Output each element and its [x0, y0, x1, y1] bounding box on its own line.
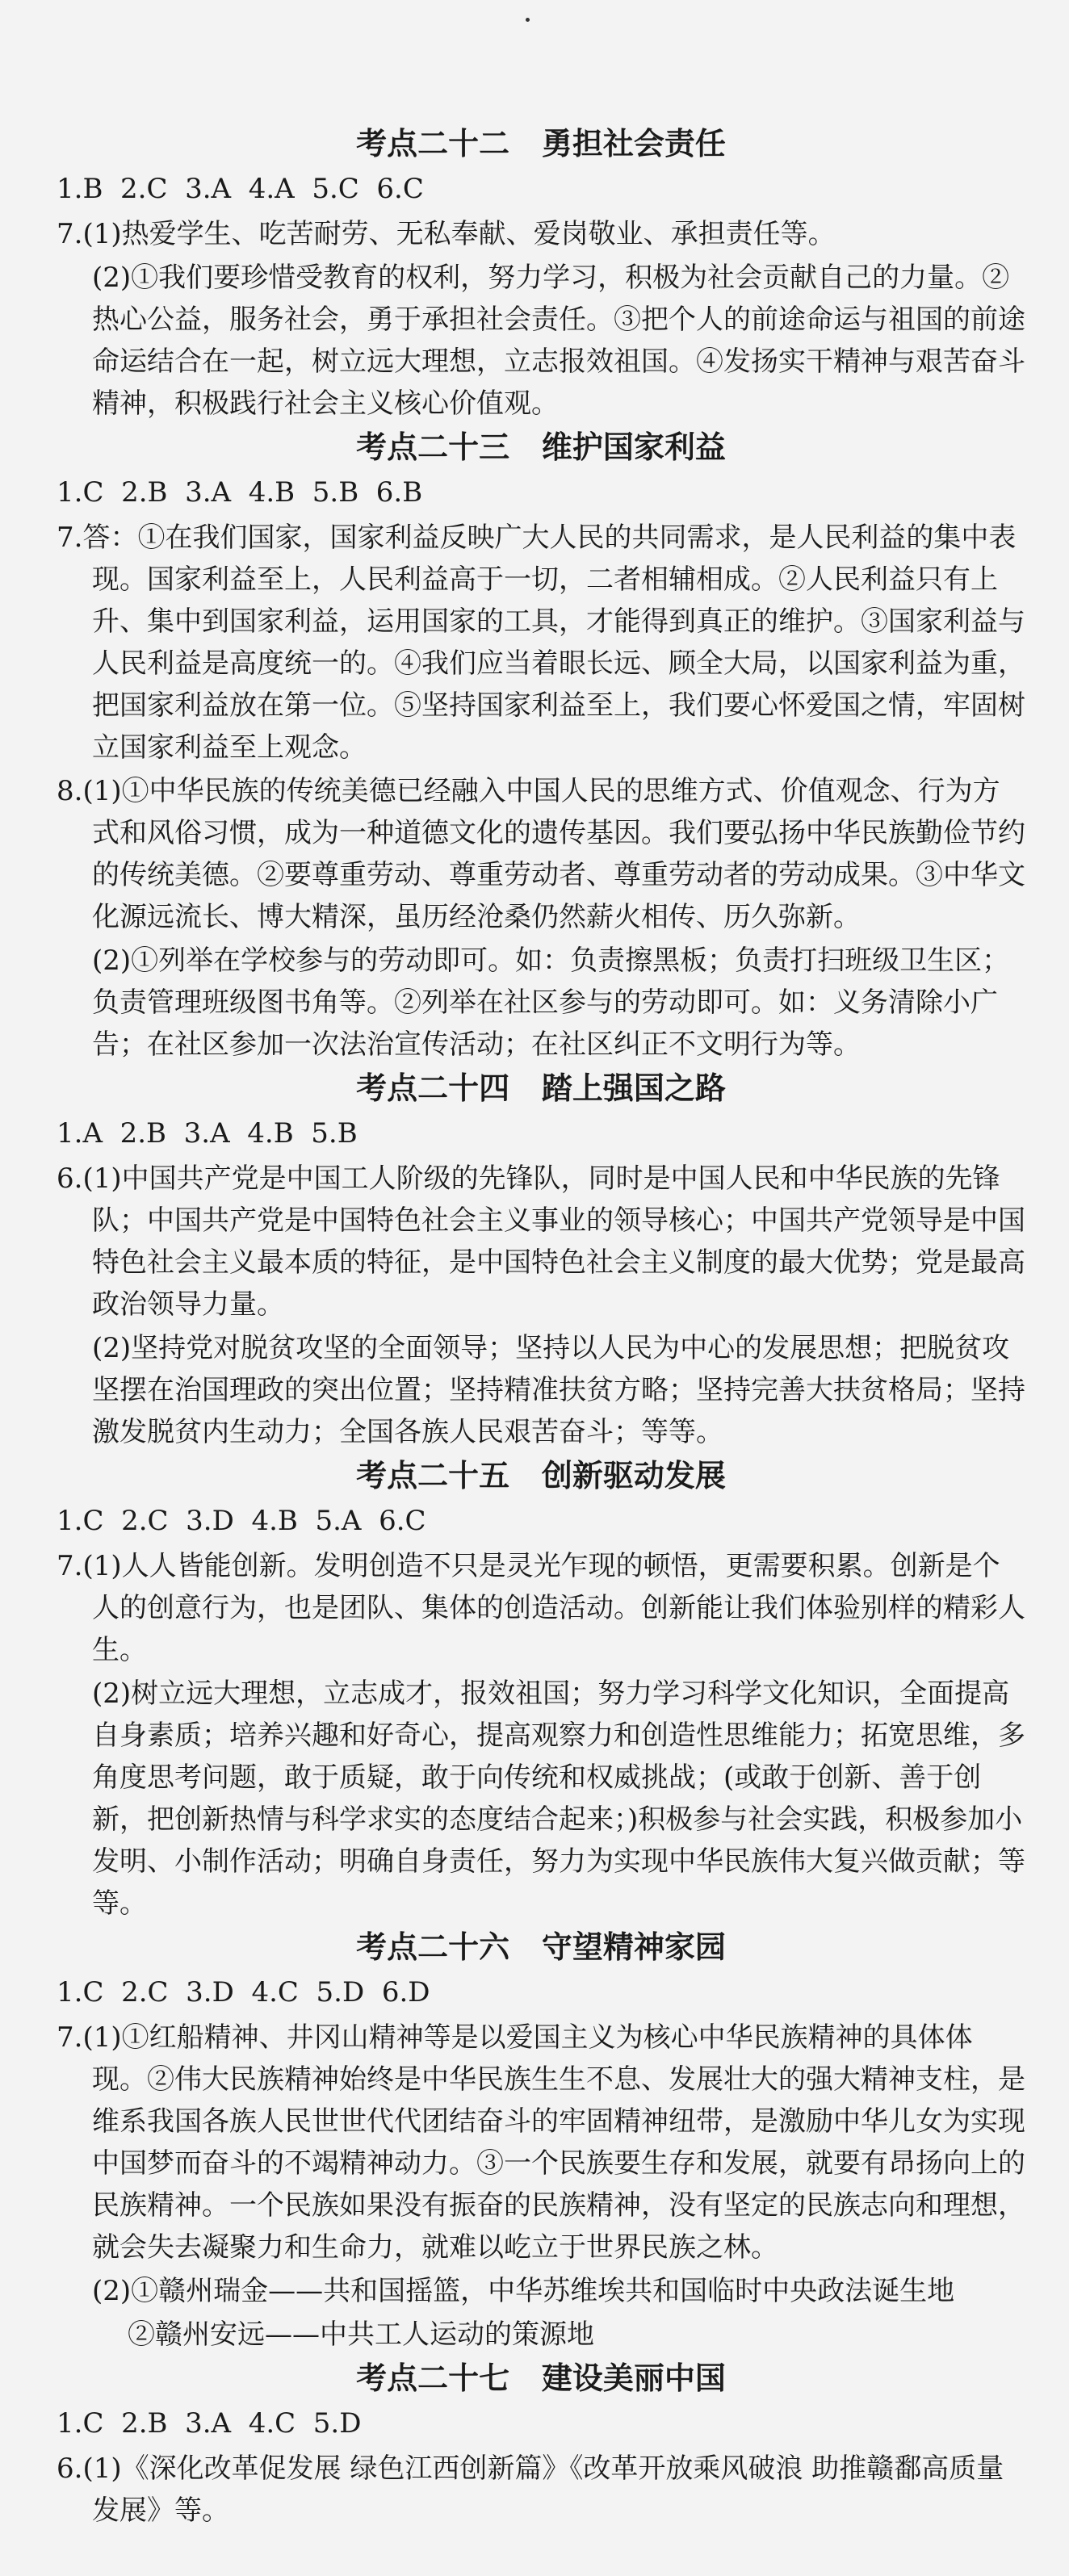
question-7-part-1: 7.(1)①红船精神、井冈山精神等是以爱国主义为核心中华民族精神的具体体现。②伟大民族精神始终是中华民族生生不息、发展壮大的强大精神支柱，是维系我国各族人民世世代代团结奋斗的牢固精神纽带，是激励中华儿女为实现中国梦而奋斗的不竭精神动力。③一个民族要生存和发展，就要有昂扬向上的民族精神。一个民族如果没有振奋的民族精神，没有坚定的民族志向和理想，就会失去凝聚力和生命力，就难以屹立于世界民族之林。: [57, 2021, 1025, 2264]
question-7-part-2: (2)树立远大理想，立志成才，报效祖国；努力学习科学文化知识，全面提高自身素质；培养兴趣和好奇心，提高观察力和创造性思维能力；拓宽思维，多角度思考问题，敢于质疑，敢于向传统和权威挑战；(或敢于创新、善于创新，把创新热情与科学求实的态度结合起来；)积极参与社会实践，积极参加小发明、小制作活动；明确自身责任，努力为实现中华民族伟大复兴做贡献；等等。: [92, 1678, 1025, 1920]
choice-answers: 1.B 2.C 3.A 4.A 5.C 6.C: [57, 173, 424, 205]
section-heading: 考点二十四 踏上强国之路: [356, 1070, 726, 1106]
scan-dot: [526, 18, 530, 22]
section-23: [57, 425, 1025, 1066]
question-7-part-2-item-1: (2)①赣州瑞金——共和国摇篮，中华苏维埃共和国临时中央政法诞生地: [92, 2275, 955, 2307]
section-25: [57, 1453, 1025, 1925]
question-7-part-2: (2)①我们要珍惜受教育的权利，努力学习，积极为社会贡献自己的力量。②热心公益，服务社会，勇于承担社会责任。③把个人的前途命运与祖国的前途命运结合在一起，树立远大理想，立志报效祖国。④发扬实干精神与艰苦奋斗精神，积极践行社会主义核心价值观。: [92, 262, 1025, 420]
section-heading: 考点二十六 守望精神家园: [356, 1929, 726, 1965]
choice-answers: 1.C 2.C 3.D 4.B 5.A 6.C: [57, 1505, 426, 1537]
question-7-part-1: 7.(1)人人皆能创新。发明创造不只是灵光乍现的顿悟，更需要积累。创新是个人的创意行为，也是团队、集体的创造活动。创新能让我们体验别样的精彩人生。: [57, 1550, 1025, 1666]
choice-answers: 1.C 2.C 3.D 4.C 5.D 6.D: [57, 1976, 430, 2008]
section-24: [57, 1066, 1025, 1453]
question-7-part-2-item-2: ②赣州安远——中共工人运动的策源地: [128, 2318, 594, 2351]
section-26: [57, 1925, 1025, 2356]
question-8-part-1: 8.(1)①中华民族的传统美德已经融入中国人民的思维方式、价值观念、行为方式和风俗习惯，成为一种道德文化的遗传基因。我们要弘扬中华民族勤俭节约的传统美德。②要尊重劳动、尊重劳动者、尊重劳动者的劳动成果。③中华文化源远流长、博大精深，虽历经沧桑仍然薪火相传、历久弥新。: [57, 775, 1025, 933]
choice-answers: 1.C 2.B 3.A 4.C 5.D: [57, 2407, 362, 2440]
question-7-part-1: 7.(1)热爱学生、吃苦耐劳、无私奉献、爱岗敬业、承担责任等。: [57, 218, 836, 250]
section-22: [57, 121, 1025, 425]
choice-answers: 1.C 2.B 3.A 4.B 5.B 6.B: [57, 476, 423, 509]
question-8-part-2: (2)①列举在学校参与的劳动即可。如：负责擦黑板；负责打扫班级卫生区；负责管理班级图书角等。②列举在社区参与的劳动即可。如：义务清除小广告；在社区参加一次法治宣传活动；在社区纠正不文明行为等。: [92, 945, 1010, 1061]
question-6-part-1: 6.(1)《深化改革促发展 绿色江西创新篇》《改革开放乘风破浪 助推赣鄱高质量发展》等。: [57, 2452, 1004, 2527]
question-6-part-1: 6.(1)中国共产党是中国工人阶级的先锋队，同时是中国人民和中华民族的先锋队；中国共产党是中国特色社会主义事业的领导核心；中国共产党领导是中国特色社会主义最本质的特征，是中国特色社会主义制度的最大优势；党是最高政治领导力量。: [57, 1162, 1025, 1321]
choice-answers: 1.A 2.B 3.A 4.B 5.B: [57, 1117, 358, 1150]
section-heading: 考点二十二 勇担社会责任: [356, 126, 726, 161]
question-7-answer: 7.答：①在我们国家，国家利益反映广大人民的共同需求，是人民利益的集中表现。国家利益至上，人民利益高于一切，二者相辅相成。②人民利益只有上升、集中到国家利益，运用国家的工具，才能得到真正的维护。③国家利益与人民利益是高度统一的。④我们应当着眼长远、顾全大局，以国家利益为重，把国家利益放在第一位。⑤坚持国家利益至上，我们要心怀爱国之情，牢固树立国家利益至上观念。: [57, 521, 1025, 764]
section-heading: 考点二十七 建设美丽中国: [356, 2360, 726, 2396]
section-heading: 考点二十三 维护国家利益: [356, 429, 726, 465]
question-6-part-2: (2)坚持党对脱贫攻坚的全面领导；坚持以人民为中心的发展思想；把脱贫攻坚摆在治国理政的突出位置；坚持精准扶贫方略；坚持完善大扶贫格局；坚持激发脱贫内生动力；全国各族人民艰苦奋斗；等等。: [92, 1332, 1025, 1448]
section-27: [57, 2356, 1025, 2532]
section-heading: 考点二十五 创新驱动发展: [356, 1458, 726, 1493]
answer-page: [57, 121, 1025, 2532]
